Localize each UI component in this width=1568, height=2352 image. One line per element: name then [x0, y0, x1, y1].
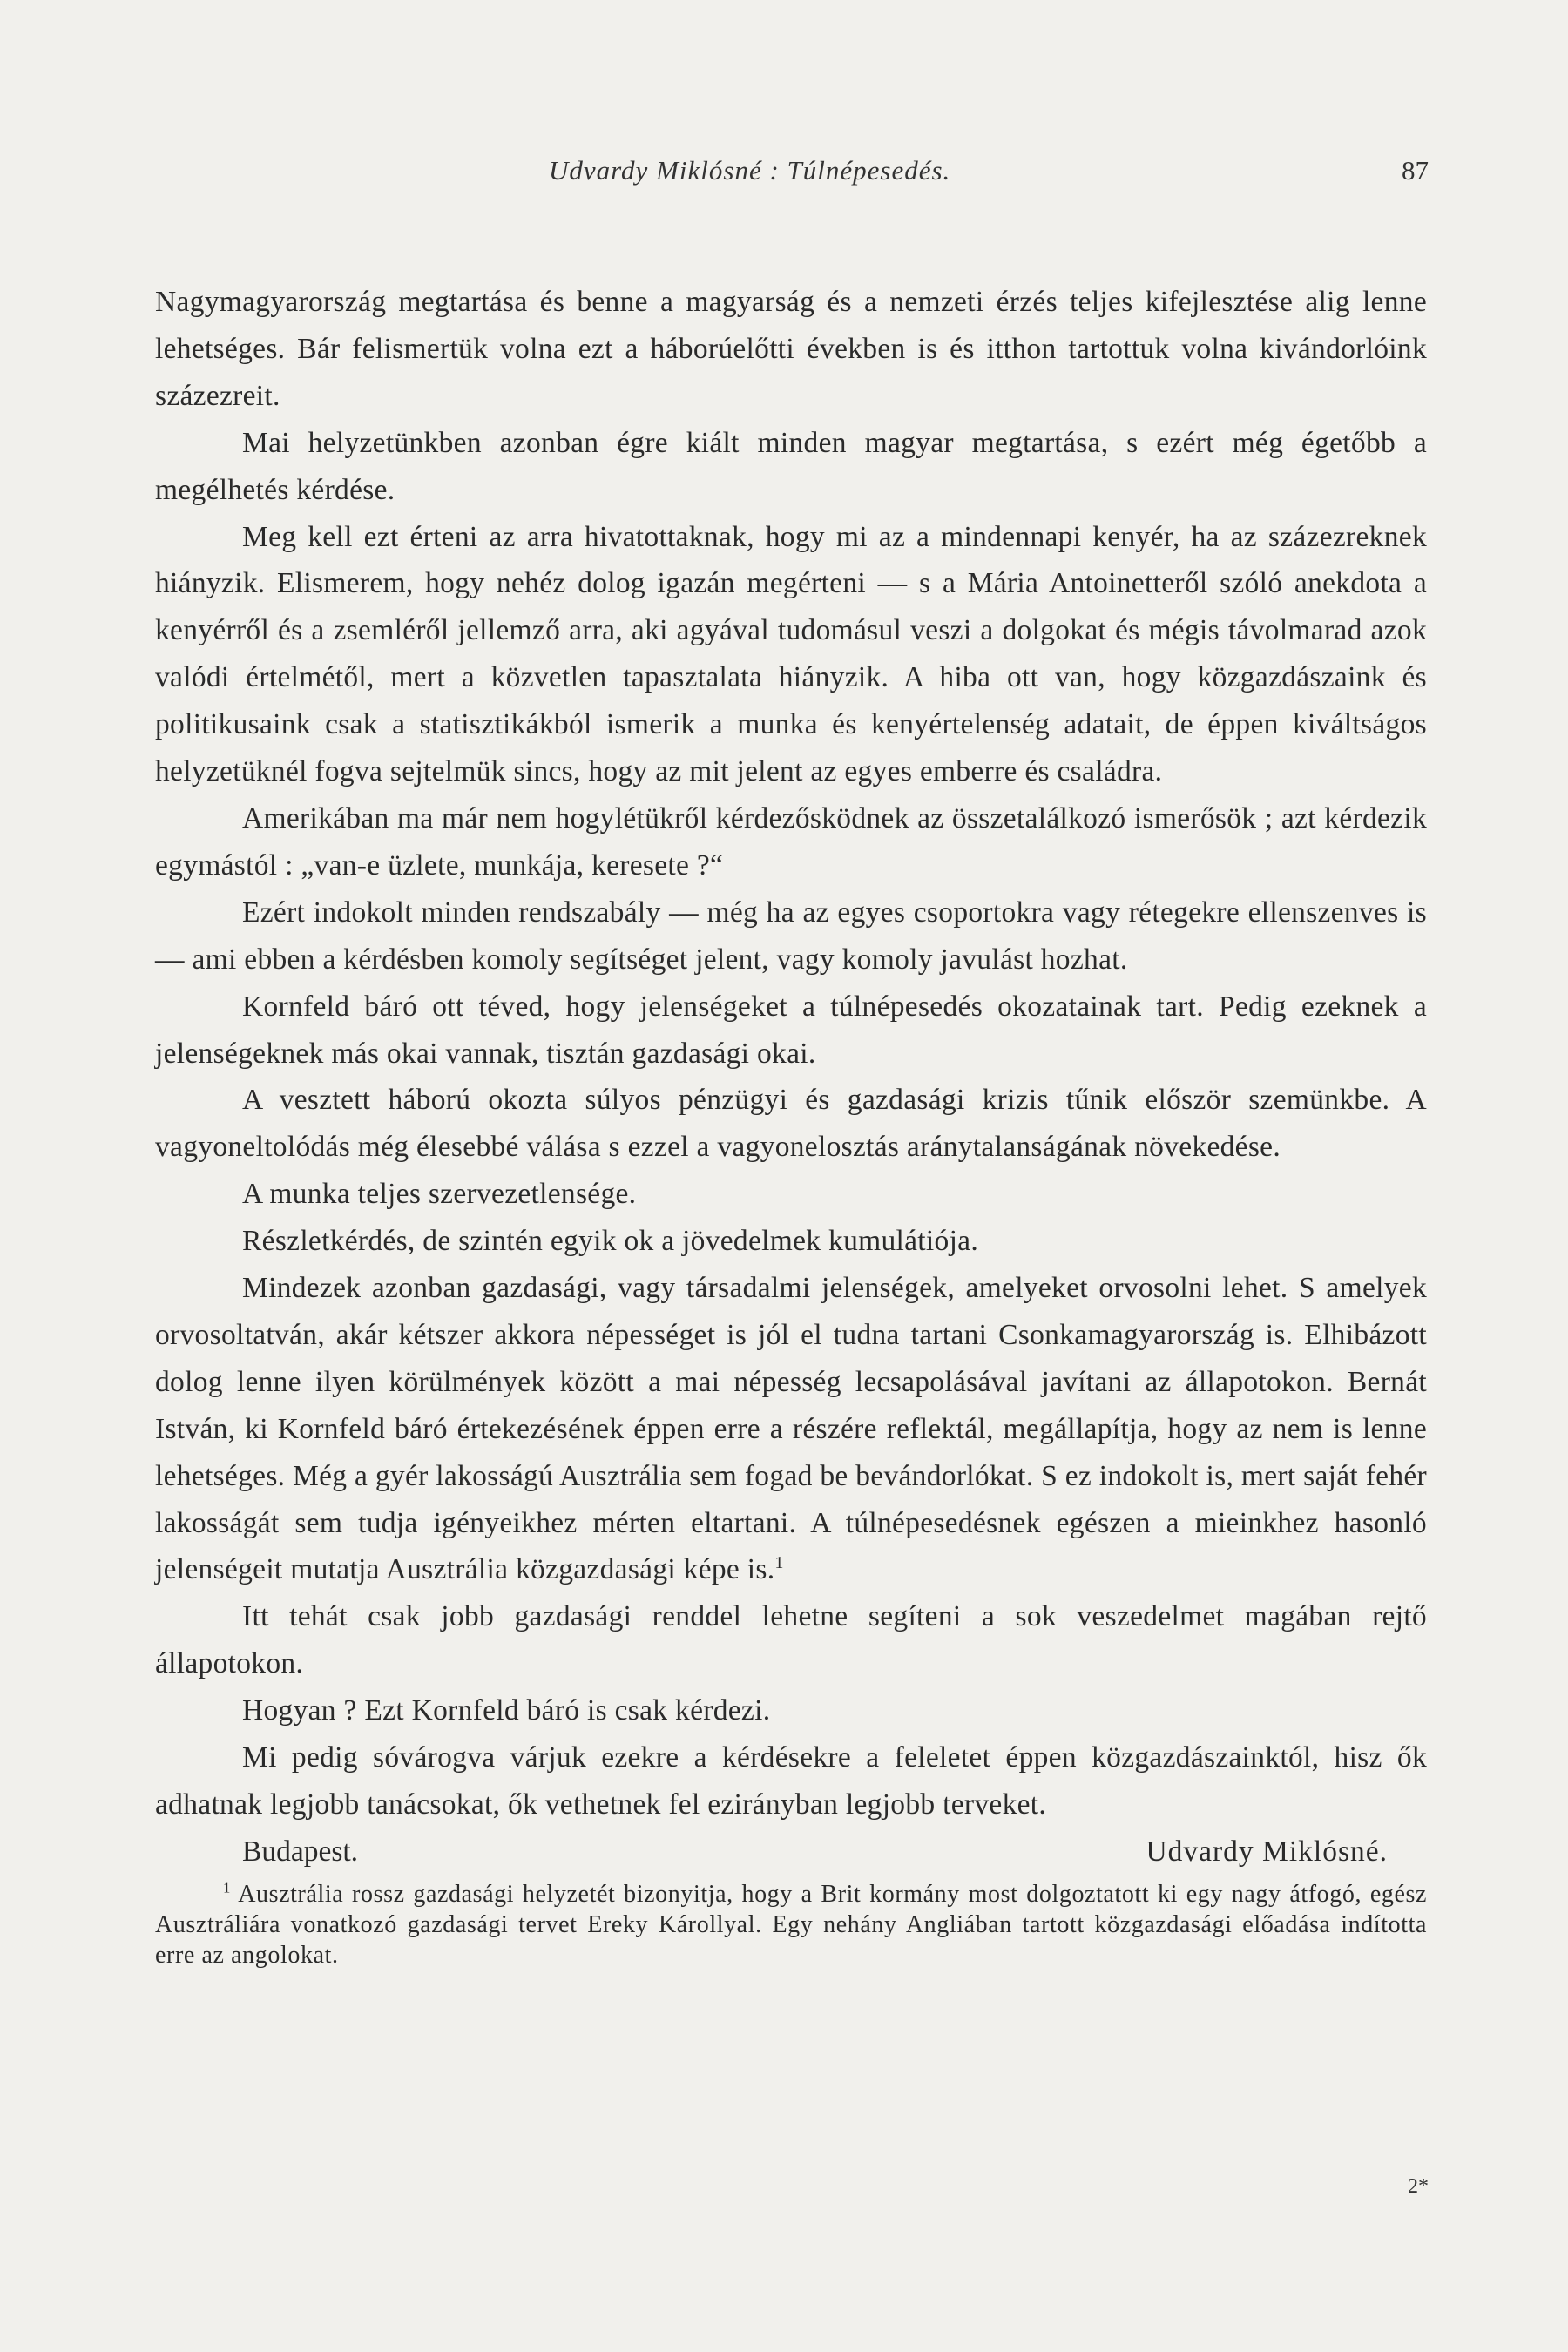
paragraph: Kornfeld báró ott téved, hogy jelenségeket a túlnépesedés okozatainak tart. Pedig ezeknek a jelenségeknek más okai vannak, tisztán gazdasági okai.: [155, 990, 1427, 1070]
footnote-marker: 1: [223, 1879, 231, 1896]
signature-line: [155, 1828, 1427, 1876]
paragraph: Mai helyzetünkben azonban égre kiált minden magyar megtartása, s ezért még égetőbb a megélhetés kérdése.: [155, 426, 1427, 506]
paragraph-with-footnote-ref: [155, 1265, 1427, 1593]
running-head: Udvardy Miklósné : Túlnépesedés.: [549, 155, 951, 186]
paragraph: Hogyan ? Ezt Kornfeld báró is csak kérdezi.: [242, 1694, 771, 1727]
printer-signature-mark: 2*: [1408, 2175, 1429, 2198]
footnote: [155, 1879, 1427, 1970]
page-header: [540, 155, 1429, 199]
signature-place: Budapest.: [242, 1835, 359, 1868]
footnote-text: Ausztrália rossz gazdasági helyzetét bizonyitja, hogy a Brit kormány most dolgoztatott ki egy nagy átfogó, egész Ausztráliára vonatkozó gazdasági tervet Ereky Károllyal. Egy nehány Angliában tartott közgazdasági előadása indította erre az angolokat.: [155, 1880, 1427, 1969]
paragraph: A munka teljes szervezetlensége.: [242, 1178, 637, 1211]
paragraph: Ezért indokolt minden rendszabály — még ha az egyes csoportokra vagy rétegekre ellenszenves is — ami ebben a kérdésben komoly segítséget jelent, vagy komoly javulást hozhat.: [155, 896, 1427, 976]
page-number: 87: [1402, 155, 1429, 186]
paragraph-text: Mindezek azonban gazdasági, vagy társadalmi jelenségek, amelyeket orvosolni lehet. S amelyek orvosoltatván, akár kétszer akkora népességet is jól el tudna tartani Csonkamagyarország is. Elhibázott dolog lenne ilyen körülmények között a mai népesség lecsapolásával javítani az állapotokon. Bernát István, ki Kornfeld báró értekezésének éppen erre a részére reflektál, megállapítja, hogy az nem is lenne lehetséges. Még a gyér lakosságú Ausztrália sem fogad be bevándorlókat. S ez indokolt is, mert saját fehér lakosságát sem tudja igényeikhez mérten eltartani. A túlnépesedésnek egészen a mieinkhez hasonló jelenségeit mutatja Ausztrália közgazdasági képe is.: [155, 1272, 1427, 1586]
footnote-reference: 1: [774, 1553, 784, 1573]
paragraph: Részletkérdés, de szintén egyik ok a jövedelmek kumulátiója.: [242, 1225, 979, 1258]
signature-author: Udvardy Miklósné.: [1146, 1835, 1388, 1868]
paragraph: Nagymagyarország megtartása és benne a magyarság és a nemzeti érzés teljes kifejlesztése alig lenne lehetséges. Bár felismertük volna ezt a háborúelőtti években is és itthon tartottuk volna kivándorlóink százezreit.: [155, 286, 1427, 412]
paragraph: A vesztett háború okozta súlyos pénzügyi és gazdasági krizis tűnik először szemünkbe. A vagyoneltolódás még élesebbé válása s ezzel a vagyonelosztás aránytalanságának növekedése.: [155, 1084, 1427, 1164]
article-body: [155, 279, 1427, 1970]
paragraph: Meg kell ezt érteni az arra hivatottaknak, hogy mi az a mindennapi kenyér, ha az százezreknek hiányzik. Elismerem, hogy nehéz dolog igazán megérteni — s a Mária Antoinetteről szóló anekdota a kenyérről és a zsemléről jellemző arra, aki agyával tudomásul veszi a dolgokat és mégis távolmarad azok valódi értelmétől, mert a közvetlen tapasztalata hiányzik. A hiba ott van, hogy közgazdászaink és politikusaink csak a statisztikákból ismerik a munka és kenyértelenség adatait, de éppen kiváltságos helyzetüknél fogva sejtelmük sincs, hogy az mit jelent az egyes emberre és családra.: [155, 520, 1427, 788]
paragraph: Itt tehát csak jobb gazdasági renddel lehetne segíteni a sok veszedelmet magában rejtő állapotokon.: [155, 1600, 1427, 1680]
paragraph: Amerikában ma már nem hogylétükről kérdezősködnek az összetalálkozó ismerősök ; azt kérdezik egymástól : „van-e üzlete, munkája, keresete ?“: [155, 801, 1427, 882]
paragraph: Mi pedig sóvárogva várjuk ezekre a kérdésekre a feleletet éppen közgazdászainktól, hisz ők adhatnak legjobb tanácsokat, ők vethetnek fel ezirányban legjobb terveket.: [155, 1741, 1427, 1821]
